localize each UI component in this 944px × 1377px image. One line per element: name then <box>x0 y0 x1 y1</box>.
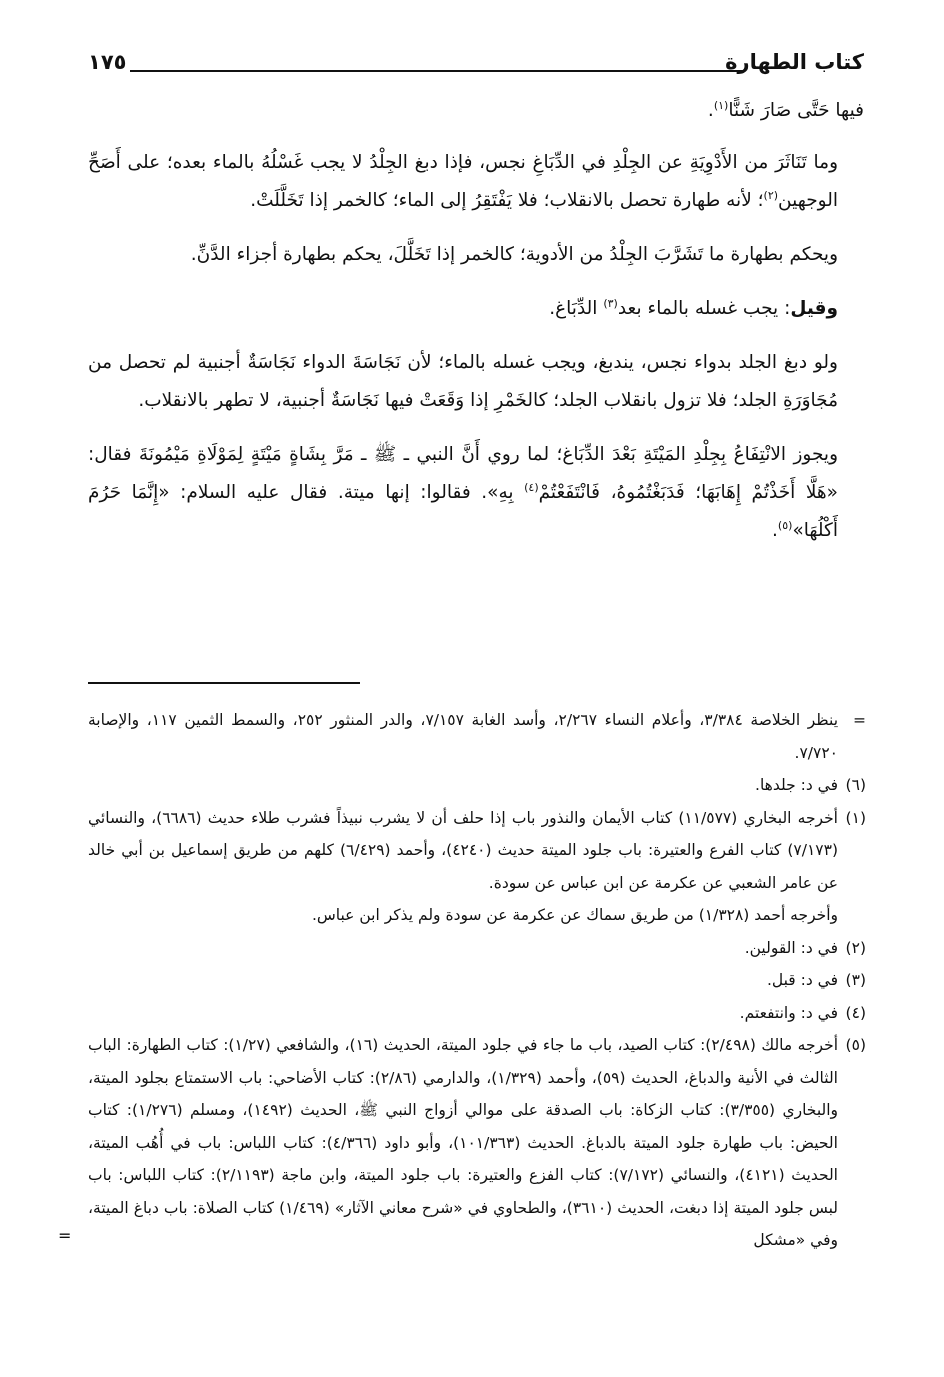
chapter-title: كتاب الطهارة <box>725 50 864 74</box>
qila-label: وقيل <box>790 298 838 319</box>
footnote: (٥) أخرجه مالك (٢/٤٩٨): كتاب الصيد، باب ما جاء في جلود الميتة، الحديث (١٦)، والشافعي (١/٢٧): كتاب الطهارة: الباب الثالث في الأنية والدباغ، الحديث (٥٩)، وأحمد (١/٣٢٩)، والدارمي (٢/٨٦): كتاب الأضاحي: باب الاستمتاع بجلود الميتة، والبخاري (٣/٣٥٥): كتاب الزكاة: باب الصدقة على موالي أزواج النبي ﷺ، الحديث (١٤٩٢)، ومسلم (١/٢٧٦): كتاب الحيض: باب طهارة جلود الميتة بالدباغ. الحديث (١٠١/٣٦٣)، وأبو داود (٤/٣٦٦): كتاب اللباس: باب في أُهُب الميتة، الحديث (٤١٢١)، والنسائي (٧/١٧٢): كتاب الفزع والعتيرة: باب جلود الميتة، وابن ماجة (٢/١١٩٣): كتاب اللباس: باب لبس جلود الميتة إذا دبغت، الحديث (٣٦١٠)، والطحاوي في «شرح معاني الآثار» (١/٤٦٩) كتاب الصلاة: باب دباغ الميتة، وفي «مشكل = <box>88 1029 866 1257</box>
paragraph-4: وقيل: يجب غسله بالماء بعد$^{(٣)}$ الدِّبَاغ. <box>549 296 838 319</box>
footnote-ref: (٤) <box>524 480 539 494</box>
footnote: (١) أخرجه البخاري (١١/٥٧٧) كتاب الأيمان والنذور باب إذا حلف أن لا يشرب نبيذاً فشرب طلاء حديث (٦٦٨٦)، والنسائي (٧/١٧٣) كتاب الفرع والعتيرة: باب جلود الميتة حديث (٤٢٤٠)، وأحمد (٦/٤٢٩) كلهم من طريق إسماعيل بن أبي خالد عن عامر الشعبي عن عكرمة عن ابن عباس عن سودة. وأخرجه أحمد (١/٣٢٨) من طريق سماك عن عكرمة عن سودة ولم يذكر ابن عباس. <box>88 808 866 924</box>
paragraph-6: ويجوز الانْتِفَاعُ بِجِلْدِ المَيْتَةِ بَعْدَ الدِّبَاغ؛ لما روي أَنَّ النبي ـ ﷺ ـ مَرَّ بِشَاةٍ مَيْتَةٍ لِمَوْلَاةِ مَيْمُونَةَ فقال: «هَلَّا أَخَذْتُمْ إِهَابَهَا؛ فَدَبَغْتُمُوهُ، فَانْتَفَعْتُمْ$^{(٤)}$ بِهِ». فقالوا: إنها ميتة. فقال عليه السلام: «إِنَّمَا حَرُمَ أَكْلُهَا»$^{(٥)}$. <box>88 444 838 541</box>
footnote: (٦) في د: جلدها. <box>755 776 866 794</box>
footnote: (٢) في د: القولين. <box>744 938 866 957</box>
main-text <box>88 92 864 566</box>
running-header <box>88 50 864 90</box>
footnote-separator <box>88 682 360 684</box>
page-number: ١٧٥ <box>88 50 127 74</box>
continuation-mark: = <box>58 1226 72 1245</box>
footnote-ref: (٣) <box>603 296 618 310</box>
footnote: (٣) في د: قبل. <box>766 971 866 989</box>
header-rule <box>130 70 744 72</box>
footnote-ref: (٥) <box>777 518 793 532</box>
footnote-continuation: وأخرجه أحمد (١/٣٢٨) من طريق سماك عن عكرمة عن سودة ولم يذكر ابن عباس. <box>311 906 838 924</box>
paragraph-5: ولو دبغ الجلد بدواء نجس، يندبغ، ويجب غسله بالماء؛ لأن نَجَاسَةَ الدواء نَجَاسَةٌ أجنبية لم تحصل من مُجَاوَرَةِ الجلد؛ فلا تزول بانقلاب الجلد؛ كالخَمْرِ إذا وَقَعَتْ فيها نَجَاسَةٌ أجنبية، لا تطهر بالانقلاب. <box>88 352 838 411</box>
footnote-ref: (١) <box>713 98 729 112</box>
footnote-ref: (٢) <box>763 188 779 202</box>
footnotes <box>58 704 866 1257</box>
footnote: = ينظر الخلاصة ٣/٣٨٤، وأعلام النساء ٢/٢٦٧، وأسد الغابة ٧/١٥٧، والدر المنثور ٢٥٢، والسمط الثمين ١١٧، والإصابة ٧/٧٢٠. <box>88 711 866 762</box>
paragraph-3: ويحكم بطهارة ما تَشَرَّبَ الجِلْدُ من الأدوية؛ كالخمر إذا تَخَلَّلَ، يحكم بطهارة أجزاء الدَّنِّ. <box>190 244 838 265</box>
paragraph-1: فيها حَتَّى صَارَ شَنًّا$^{(١)}$. <box>707 98 864 121</box>
paragraph-2: وما تَنَاثَرَ من الأَدْوِيَةِ عن الجِلْدِ في الدِّبَاغِ نجس، فإذا دبغ الجِلْدُ لا يجب غَسْلُهُ بالماء بعده؛ على أَصَحِّ الوجهين$^{(٢)}$؛ لأنه طهارة تحصل بالانقلاب؛ فلا يَفْتَقِرُ إلى الماء؛ كالخمر إذا تَخَلَّلَتْ. <box>88 152 838 211</box>
footnote: (٤) في د: وانتفعتم. <box>739 1003 866 1022</box>
